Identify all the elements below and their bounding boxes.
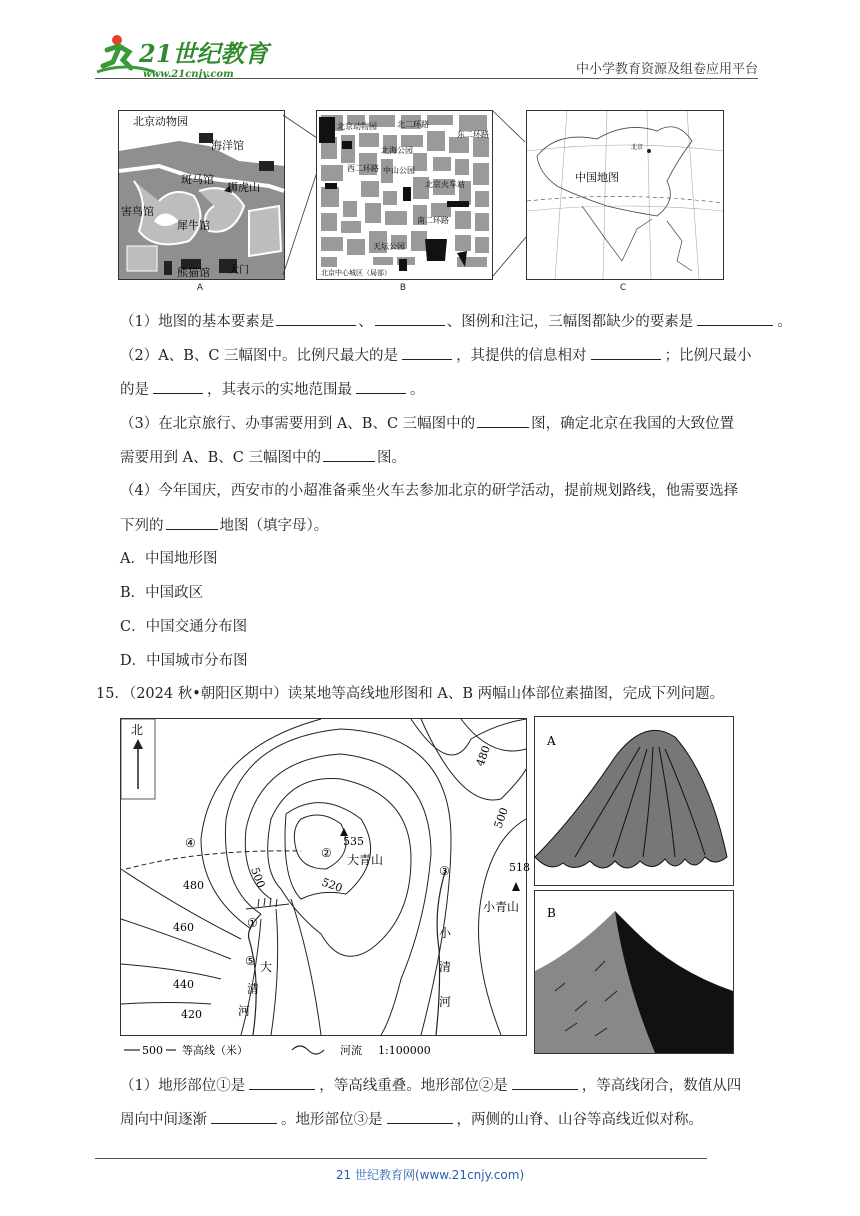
map-c-caption: C	[619, 283, 627, 293]
svg-text:大青山: 大青山	[347, 853, 384, 867]
svg-text:⑤: ⑤	[245, 954, 256, 968]
svg-text:河: 河	[439, 995, 452, 1009]
sketch-b	[534, 890, 734, 1054]
svg-text:②: ②	[321, 846, 332, 860]
logo	[95, 32, 269, 80]
svg-text:小: 小	[439, 926, 452, 940]
svg-text:500: 500	[248, 865, 268, 890]
svg-text:河流: 河流	[340, 1044, 362, 1057]
svg-text:中山公园: 中山公园	[383, 166, 415, 175]
answer-blank[interactable]	[166, 515, 218, 530]
answer-blank[interactable]	[697, 311, 773, 326]
q15-stem: 15．（2024 秋•朝阳区期中）读某地等高线地形图和 A、B 两幅山体部位素描图，完成下列问题。	[96, 686, 725, 702]
svg-text:犀牛馆: 犀牛馆	[177, 219, 210, 232]
map-c-china	[526, 110, 724, 280]
q14-part4a: （4）今年国庆，西安市的小超准备乘坐火车去参加北京的研学活动，提前规划路线，他需要选择	[120, 483, 739, 499]
answer-blank[interactable]	[276, 311, 356, 326]
answer-blank[interactable]	[402, 345, 452, 360]
peak-icon	[512, 882, 520, 891]
svg-text:B: B	[547, 906, 556, 920]
platform-title: 中小学教育资源及组卷应用平台	[575, 62, 758, 77]
svg-text:500: 500	[491, 805, 512, 831]
svg-text:520: 520	[319, 875, 345, 896]
map-legend	[120, 1040, 530, 1060]
svg-text:480: 480	[473, 743, 494, 769]
q14-part3a: （3）在北京旅行、办事需要用到 A、B、C 三幅图中的 图，确定北京在我国的大致位置	[120, 413, 734, 434]
answer-blank[interactable]	[211, 1109, 277, 1124]
svg-text:北: 北	[131, 723, 144, 737]
map-a-zoo	[118, 110, 285, 280]
svg-text:21世纪教育: 21世纪教育	[139, 39, 269, 68]
river-symbol-icon	[292, 1046, 324, 1054]
svg-text:1:100000: 1:100000	[378, 1044, 431, 1057]
svg-text:460: 460	[173, 921, 194, 934]
svg-text:海洋馆: 海洋馆	[211, 139, 244, 152]
answer-blank[interactable]	[153, 379, 203, 394]
svg-text:北京动物园: 北京动物园	[133, 115, 188, 128]
svg-text:大门: 大门	[229, 265, 249, 276]
q15-part1b: 周向中间逐渐 。地形部位③是 ，两侧的山脊、山谷等高线近似对称。	[120, 1109, 703, 1130]
footer-link[interactable]: 21 世纪教育网(www.21cnjy.com)	[335, 1168, 525, 1182]
option-a[interactable]: A．中国地形图	[120, 551, 218, 567]
q14-part2a: （2）A、B、C 三幅图中。比例尺最大的是 ，其提供的信息相对 ；比例尺最小	[120, 345, 752, 366]
map-b-city	[316, 110, 493, 280]
svg-text:河: 河	[238, 1004, 251, 1018]
answer-blank[interactable]	[249, 1075, 315, 1090]
svg-text:①: ①	[247, 916, 258, 930]
answer-blank[interactable]	[323, 447, 375, 462]
svg-text:西二环路: 西二环路	[347, 164, 379, 173]
svg-text:东二环路: 东二环路	[457, 130, 489, 139]
header-divider	[95, 78, 758, 79]
map-a-caption: A	[196, 283, 204, 293]
q14-part4b: 下列的 地图（填字母）。	[120, 515, 328, 536]
svg-text:北京火车站: 北京火车站	[425, 180, 465, 189]
answer-blank[interactable]	[387, 1109, 453, 1124]
option-d[interactable]: D．中国城市分布图	[120, 653, 248, 669]
svg-text:中国地图: 中国地图	[575, 171, 619, 184]
option-c[interactable]: C．中国交通分布图	[120, 619, 248, 635]
svg-text:480: 480	[183, 879, 204, 892]
answer-blank[interactable]	[477, 413, 529, 428]
svg-text:天坛公园: 天坛公园	[373, 242, 405, 251]
svg-text:518: 518	[509, 861, 530, 874]
q15-part1a: （1）地形部位①是 ，等高线重叠。地形部位②是 ，等高线闭合，数值从四	[120, 1075, 741, 1096]
q14-part2b: 的是 ，其表示的实地范围最 。	[120, 379, 425, 400]
svg-text:北二环路: 北二环路	[397, 120, 429, 129]
svg-text:熊猫馆: 熊猫馆	[177, 266, 210, 279]
svg-text:③: ③	[439, 864, 450, 878]
q14-part3b: 需要用到 A、B、C 三幅图中的 图。	[120, 447, 406, 468]
svg-text:北京: 北京	[631, 144, 644, 151]
svg-text:大: 大	[260, 960, 273, 974]
svg-text:535: 535	[343, 835, 364, 848]
svg-text:斑马馆: 斑马馆	[181, 173, 214, 186]
svg-text:北京动物园: 北京动物园	[337, 122, 377, 131]
svg-text:www.21cnjy.com: www.21cnjy.com	[143, 69, 234, 80]
answer-blank[interactable]	[591, 345, 661, 360]
svg-text:A: A	[547, 734, 556, 748]
map-b-caption: B	[399, 283, 407, 293]
answer-blank[interactable]	[512, 1075, 578, 1090]
svg-text:清: 清	[247, 982, 260, 996]
footer-divider	[95, 1158, 707, 1159]
svg-text:北海公园: 北海公园	[381, 146, 413, 155]
contour-map	[120, 718, 530, 1036]
svg-text:500: 500	[142, 1044, 163, 1057]
svg-text:小青山: 小青山	[483, 900, 520, 914]
svg-text:南二环路: 南二环路	[417, 216, 449, 225]
svg-text:等高线（米）: 等高线（米）	[182, 1044, 248, 1057]
option-b[interactable]: B．中国政区	[120, 585, 204, 601]
svg-text:害鸟馆: 害鸟馆	[121, 205, 154, 218]
answer-blank[interactable]	[375, 311, 445, 326]
q14-part1: （1）地图的基本要素是 、 、图例和注记，三幅图都缺少的要素是 。	[120, 311, 792, 332]
svg-text:清: 清	[439, 960, 452, 974]
svg-text:440: 440	[173, 978, 194, 991]
answer-blank[interactable]	[356, 379, 406, 394]
svg-text:420: 420	[181, 1008, 202, 1021]
sketch-a	[534, 716, 734, 886]
svg-text:北京中心城区（局部）: 北京中心城区（局部）	[321, 269, 391, 277]
svg-text:狮虎山: 狮虎山	[227, 181, 260, 194]
svg-text:④: ④	[185, 836, 196, 850]
